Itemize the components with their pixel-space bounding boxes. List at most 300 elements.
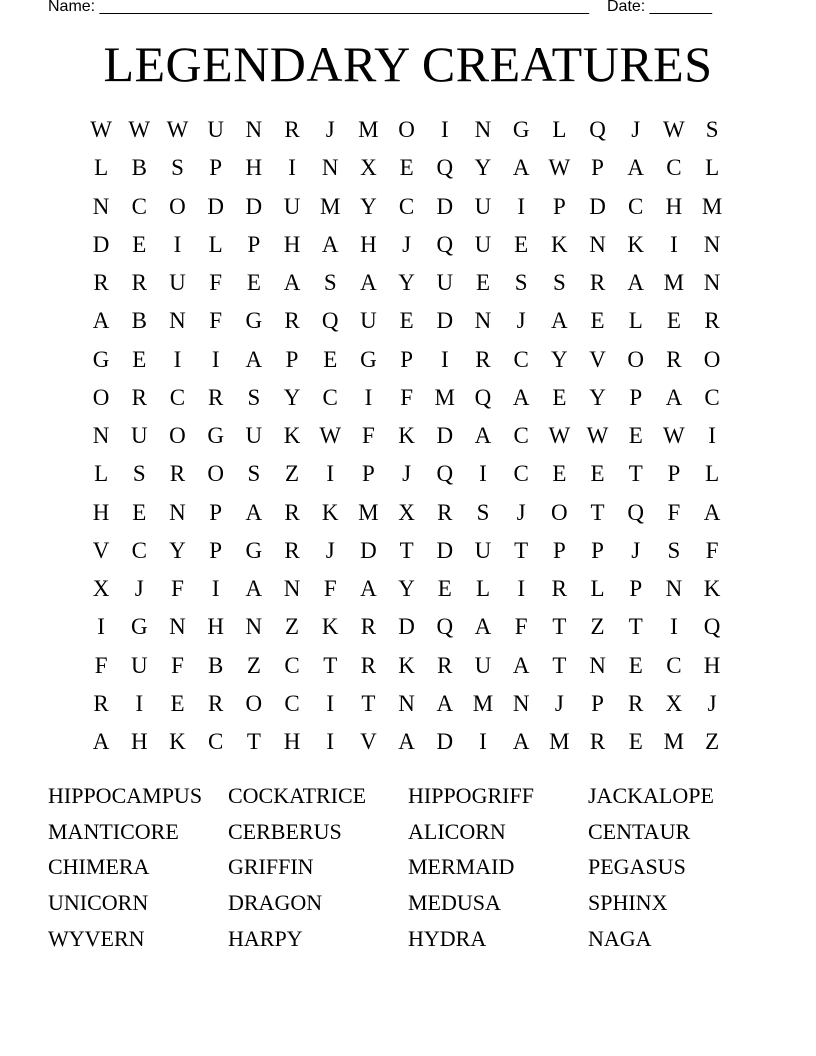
grid-letter: F — [667, 499, 681, 525]
grid-letter: R — [704, 308, 720, 334]
grid-letter: G — [245, 308, 263, 334]
word-list-item: CERBERUS — [228, 818, 342, 844]
grid-letter: Y — [551, 346, 568, 372]
grid-letter: C — [513, 423, 529, 448]
grid-letter: R — [131, 270, 147, 295]
grid-letter: L — [208, 231, 223, 257]
grid-letter: U — [436, 270, 454, 295]
grid-letter: S — [132, 461, 146, 487]
grid-letter: C — [207, 729, 224, 754]
grid-letter: A — [92, 729, 110, 754]
grid-letter: E — [628, 423, 643, 448]
grid-letter: W — [166, 117, 189, 142]
word-list-item: DRAGON — [228, 890, 323, 916]
grid-letter: H — [360, 231, 377, 257]
grid-letter: J — [516, 308, 526, 334]
grid-letter: L — [705, 155, 720, 181]
grid-letter: N — [92, 193, 110, 219]
grid-letter: R — [93, 690, 109, 716]
grid-letter: N — [283, 576, 301, 601]
grid-letter: G — [92, 346, 110, 372]
grid-letter: I — [326, 690, 335, 716]
grid-letter: C — [284, 652, 300, 678]
grid-letter: S — [705, 117, 719, 142]
grid-letter: P — [667, 461, 681, 487]
grid-letter: A — [360, 270, 377, 295]
grid-letter: U — [474, 231, 492, 257]
grid-letter: Z — [246, 652, 261, 678]
grid-letter: I — [97, 614, 105, 640]
word-list-item: GRIFFIN — [228, 854, 314, 880]
grid-letter: I — [440, 117, 449, 142]
header-fields — [48, 0, 712, 16]
grid-letter: E — [666, 308, 681, 334]
grid-letter: H — [207, 614, 224, 640]
grid-letter: R — [360, 614, 377, 640]
grid-letter: A — [512, 384, 530, 410]
grid-letter: P — [400, 346, 413, 372]
grid-letter: E — [323, 346, 338, 372]
grid-letter: A — [665, 384, 683, 410]
grid-letter: R — [284, 499, 300, 525]
grid-letter: R — [589, 729, 606, 754]
grid-letter: Q — [436, 614, 454, 640]
word-list-item: WYVERN — [48, 925, 145, 951]
grid-letter: O — [551, 499, 568, 525]
grid-letter: Q — [703, 614, 721, 640]
grid-letter: N — [245, 117, 263, 142]
grid-letter: E — [399, 308, 414, 334]
grid-letter: J — [554, 690, 564, 716]
grid-letter: F — [514, 614, 528, 640]
grid-letter: S — [247, 384, 261, 410]
grid-letter: E — [628, 729, 643, 754]
grid-letter: L — [552, 117, 567, 142]
grid-letter: I — [364, 384, 373, 410]
grid-letter: S — [552, 270, 566, 295]
grid-letter: J — [134, 576, 144, 601]
grid-letter: K — [398, 423, 415, 448]
grid-letter: A — [398, 729, 415, 754]
grid-letter: M — [358, 117, 379, 142]
grid-letter: R — [437, 499, 453, 525]
grid-letter: E — [132, 346, 147, 372]
grid-letter: I — [173, 346, 182, 372]
grid-letter: T — [552, 652, 567, 678]
grid-letter: B — [131, 155, 147, 181]
grid-letter: Y — [398, 576, 415, 601]
grid-letter: P — [209, 499, 223, 525]
grid-letter: H — [283, 729, 301, 754]
word-list-item: ALICORN — [408, 818, 506, 844]
grid-letter: N — [474, 117, 492, 142]
word-list-item: CHIMERA — [48, 854, 150, 880]
grid-letter: D — [436, 423, 454, 448]
grid-letter: D — [360, 537, 377, 563]
grid-letter: D — [436, 537, 454, 563]
grid-letter: A — [436, 690, 454, 716]
grid-letter: P — [285, 346, 299, 372]
grid-letter: C — [666, 155, 682, 181]
grid-letter: L — [628, 308, 643, 334]
grid-letter: N — [665, 576, 683, 601]
grid-letter: X — [92, 576, 110, 601]
grid-letter: I — [708, 423, 716, 448]
grid-letter: C — [666, 652, 682, 678]
grid-letter: R — [360, 652, 377, 678]
grid-letter: R — [207, 690, 224, 716]
grid-letter: A — [512, 155, 530, 181]
grid-letter: E — [437, 576, 452, 601]
grid-letter: U — [474, 537, 492, 563]
word-list-item: MANTICORE — [48, 818, 179, 844]
grid-letter: T — [514, 537, 529, 563]
grid-letter: P — [629, 576, 643, 601]
grid-letter: K — [551, 231, 568, 257]
grid-letter: D — [589, 193, 606, 219]
grid-letter: N — [92, 423, 110, 448]
word-list-item: MERMAID — [408, 854, 515, 880]
grid-letter: W — [90, 117, 112, 142]
grid-letter: R — [284, 308, 300, 334]
word-list-item: HYDRA — [408, 925, 487, 951]
grid-letter: E — [132, 231, 147, 257]
grid-letter: A — [360, 576, 377, 601]
grid-letter: P — [629, 384, 643, 410]
grid-letter: F — [400, 384, 413, 410]
grid-letter: A — [512, 652, 530, 678]
grid-letter: Y — [169, 537, 186, 563]
grid-letter: I — [211, 576, 220, 601]
grid-letter: A — [512, 729, 530, 754]
grid-letter: F — [362, 423, 375, 448]
grid-letter: J — [707, 690, 717, 716]
grid-letter: E — [132, 499, 147, 525]
grid-letter: Y — [398, 270, 415, 295]
grid-letter: Q — [436, 461, 454, 487]
grid-letter: M — [701, 193, 723, 219]
grid-letter: K — [398, 652, 415, 678]
grid-letter: C — [322, 384, 338, 410]
grid-letter: D — [436, 729, 454, 754]
grid-letter: P — [591, 690, 604, 716]
grid-letter: F — [209, 308, 223, 334]
grid-letter: D — [245, 193, 263, 219]
grid-letter: A — [245, 499, 263, 525]
grid-letter: R — [551, 576, 568, 601]
grid-letter: R — [93, 270, 109, 295]
grid-letter: N — [169, 308, 186, 334]
grid-letter: N — [474, 308, 492, 334]
grid-letter: Z — [285, 614, 300, 640]
grid-letter: K — [169, 729, 186, 754]
grid-letter: A — [283, 270, 301, 295]
grid-letter: Q — [321, 308, 339, 334]
grid-letter: P — [552, 537, 566, 563]
word-list-item: PEGASUS — [588, 854, 686, 880]
grid-letter: D — [92, 231, 110, 257]
grid-letter: I — [479, 461, 487, 487]
grid-letter: L — [94, 155, 109, 181]
grid-letter: E — [514, 231, 529, 257]
grid-letter: N — [589, 652, 606, 678]
grid-letter: A — [245, 576, 263, 601]
grid-letter: X — [360, 155, 377, 181]
grid-letter: U — [130, 652, 148, 678]
grid-letter: R — [475, 346, 491, 372]
letter-grid — [82, 111, 731, 761]
grid-letter: P — [209, 155, 223, 181]
grid-letter: M — [472, 690, 494, 716]
grid-letter: N — [512, 690, 530, 716]
word-list-item: JACKALOPE — [588, 783, 714, 808]
grid-letter: A — [321, 231, 339, 257]
grid-letter: Q — [436, 231, 454, 257]
grid-letter: G — [360, 346, 377, 372]
grid-letter: P — [591, 537, 604, 563]
grid-letter: I — [670, 614, 678, 640]
grid-letter: R — [628, 690, 644, 716]
grid-letter: E — [552, 461, 567, 487]
grid-letter: R — [437, 652, 453, 678]
grid-letter: D — [436, 308, 454, 334]
grid-letter: H — [92, 499, 110, 525]
grid-letter: I — [479, 729, 487, 754]
grid-letter: G — [130, 614, 148, 640]
grid-letter: U — [169, 270, 186, 295]
grid-letter: R — [207, 384, 224, 410]
grid-letter: R — [169, 461, 186, 487]
grid-letter: K — [627, 231, 645, 257]
grid-letter: L — [705, 461, 720, 487]
grid-letter: W — [586, 423, 609, 448]
grid-letter: N — [703, 231, 721, 257]
word-list — [48, 779, 768, 957]
grid-letter: F — [171, 652, 184, 678]
grid-letter: O — [703, 346, 721, 372]
grid-letter: I — [173, 231, 182, 257]
grid-letter: N — [703, 270, 721, 295]
grid-letter: B — [207, 652, 224, 678]
word-list-item: HIPPOCAMPUS — [48, 783, 203, 808]
date-field-label: Date: _______ — [606, 0, 712, 15]
grid-letter: N — [245, 614, 263, 640]
grid-letter: M — [358, 499, 379, 525]
grid-letter: Q — [436, 155, 454, 181]
grid-letter: A — [245, 346, 263, 372]
grid-letter: M — [319, 193, 341, 219]
grid-letter: M — [434, 384, 455, 410]
grid-letter: T — [552, 614, 567, 640]
grid-letter: W — [663, 423, 685, 448]
grid-letter: Z — [590, 614, 605, 640]
grid-letter: O — [398, 117, 415, 142]
grid-letter: Q — [589, 117, 606, 142]
grid-letter: Y — [589, 384, 606, 410]
grid-letter: N — [589, 231, 606, 257]
word-list-item: NAGA — [588, 925, 652, 951]
grid-letter: X — [398, 499, 415, 525]
grid-letter: E — [475, 270, 490, 295]
word-list-item: MEDUSA — [408, 890, 501, 916]
grid-letter: U — [474, 193, 492, 219]
grid-letter: E — [399, 155, 414, 181]
grid-letter: C — [284, 690, 300, 716]
grid-letter: A — [627, 270, 645, 295]
grid-letter: J — [402, 231, 412, 257]
grid-letter: I — [326, 461, 335, 487]
grid-letter: S — [171, 155, 184, 181]
grid-letter: C — [131, 537, 147, 563]
grid-letter: R — [131, 384, 147, 410]
grid-letter: U — [207, 117, 224, 142]
grid-letter: U — [283, 193, 301, 219]
grid-letter: V — [589, 346, 606, 372]
grid-letter: J — [516, 499, 526, 525]
grid-letter: F — [94, 652, 108, 678]
grid-letter: C — [398, 193, 415, 219]
grid-letter: A — [627, 155, 645, 181]
grid-letter: C — [513, 346, 529, 372]
grid-letter: I — [517, 193, 525, 219]
grid-letter: F — [171, 576, 184, 601]
grid-letter: C — [704, 384, 720, 410]
grid-letter: R — [284, 537, 300, 563]
grid-letter: T — [590, 499, 605, 525]
grid-letter: C — [628, 193, 644, 219]
word-list-item: CENTAUR — [588, 818, 691, 844]
grid-letter: H — [245, 155, 263, 181]
grid-letter: P — [362, 461, 375, 487]
grid-letter: E — [628, 652, 643, 678]
grid-letter: S — [323, 270, 337, 295]
grid-letter: S — [247, 461, 261, 487]
grid-letter: O — [169, 193, 186, 219]
grid-letter: G — [245, 537, 263, 563]
grid-letter: J — [325, 117, 335, 142]
grid-letter: W — [663, 117, 685, 142]
grid-letter: N — [169, 499, 186, 525]
word-list-item: HARPY — [228, 925, 303, 951]
word-list-item: HIPPOGRIFF — [408, 783, 534, 808]
grid-letter: N — [169, 614, 186, 640]
grid-letter: U — [474, 652, 492, 678]
grid-letter: M — [663, 729, 685, 754]
grid-letter: N — [398, 690, 415, 716]
grid-letter: A — [92, 308, 110, 334]
grid-letter: W — [548, 423, 571, 448]
grid-letter: V — [360, 729, 377, 754]
grid-letter: H — [283, 231, 301, 257]
grid-letter: S — [476, 499, 490, 525]
grid-letter: S — [667, 537, 681, 563]
word-list-item: UNICORN — [48, 890, 149, 916]
grid-letter: K — [703, 576, 721, 601]
grid-letter: D — [436, 193, 454, 219]
grid-letter: R — [284, 117, 300, 142]
grid-letter: M — [549, 729, 570, 754]
grid-letter: D — [207, 193, 224, 219]
grid-letter: R — [666, 346, 682, 372]
grid-letter: A — [474, 423, 492, 448]
grid-letter: E — [590, 461, 605, 487]
grid-letter: O — [92, 384, 110, 410]
grid-letter: J — [325, 537, 335, 563]
grid-letter: H — [703, 652, 721, 678]
grid-letter: U — [360, 308, 377, 334]
grid-letter: K — [283, 423, 301, 448]
grid-letter: N — [321, 155, 339, 181]
grid-letter: F — [209, 270, 223, 295]
grid-letter: I — [517, 576, 525, 601]
grid-letter: F — [705, 537, 719, 563]
grid-letter: P — [209, 537, 223, 563]
word-list-item: SPHINX — [588, 890, 668, 916]
grid-letter: U — [245, 423, 263, 448]
grid-letter: C — [131, 193, 147, 219]
grid-letter: W — [128, 117, 151, 142]
grid-letter: I — [326, 729, 335, 754]
grid-letter: Z — [285, 461, 300, 487]
grid-letter: I — [670, 231, 678, 257]
grid-letter: J — [402, 461, 412, 487]
grid-letter: L — [94, 461, 109, 487]
grid-letter: I — [440, 346, 449, 372]
grid-letter: T — [246, 729, 261, 754]
grid-letter: G — [512, 117, 530, 142]
grid-letter: U — [130, 423, 148, 448]
grid-letter: V — [92, 537, 110, 563]
grid-letter: B — [131, 308, 147, 334]
grid-letter: C — [169, 384, 186, 410]
grid-letter: Y — [360, 193, 377, 219]
name-field-label: Name: _______________________________________________________ — [48, 0, 589, 15]
grid-letter: E — [590, 308, 605, 334]
grid-letter: J — [631, 117, 641, 142]
grid-letter: O — [207, 461, 224, 487]
grid-letter: A — [703, 499, 721, 525]
grid-letter: A — [474, 614, 492, 640]
grid-letter: O — [169, 423, 186, 448]
grid-letter: F — [323, 576, 337, 601]
grid-letter: H — [130, 729, 148, 754]
grid-letter: Q — [627, 499, 645, 525]
grid-letter: X — [665, 690, 683, 716]
grid-letter: O — [245, 690, 263, 716]
grid-letter: E — [170, 690, 185, 716]
grid-letter: T — [361, 690, 376, 716]
grid-letter: I — [288, 155, 296, 181]
grid-letter: T — [628, 461, 643, 487]
grid-letter: I — [135, 690, 144, 716]
grid-letter: G — [207, 423, 224, 448]
grid-letter: T — [399, 537, 414, 563]
grid-letter: P — [247, 231, 261, 257]
grid-letter: L — [475, 576, 490, 601]
grid-letter: S — [514, 270, 528, 295]
grid-letter: P — [591, 155, 604, 181]
grid-letter: Z — [705, 729, 720, 754]
grid-letter: W — [319, 423, 342, 448]
grid-letter: H — [665, 193, 683, 219]
word-list-item: COCKATRICE — [228, 783, 367, 808]
grid-letter: P — [552, 193, 566, 219]
grid-letter: I — [211, 346, 220, 372]
grid-letter: W — [548, 155, 571, 181]
grid-letter: A — [551, 308, 568, 334]
grid-letter: E — [246, 270, 261, 295]
grid-letter: Y — [283, 384, 301, 410]
